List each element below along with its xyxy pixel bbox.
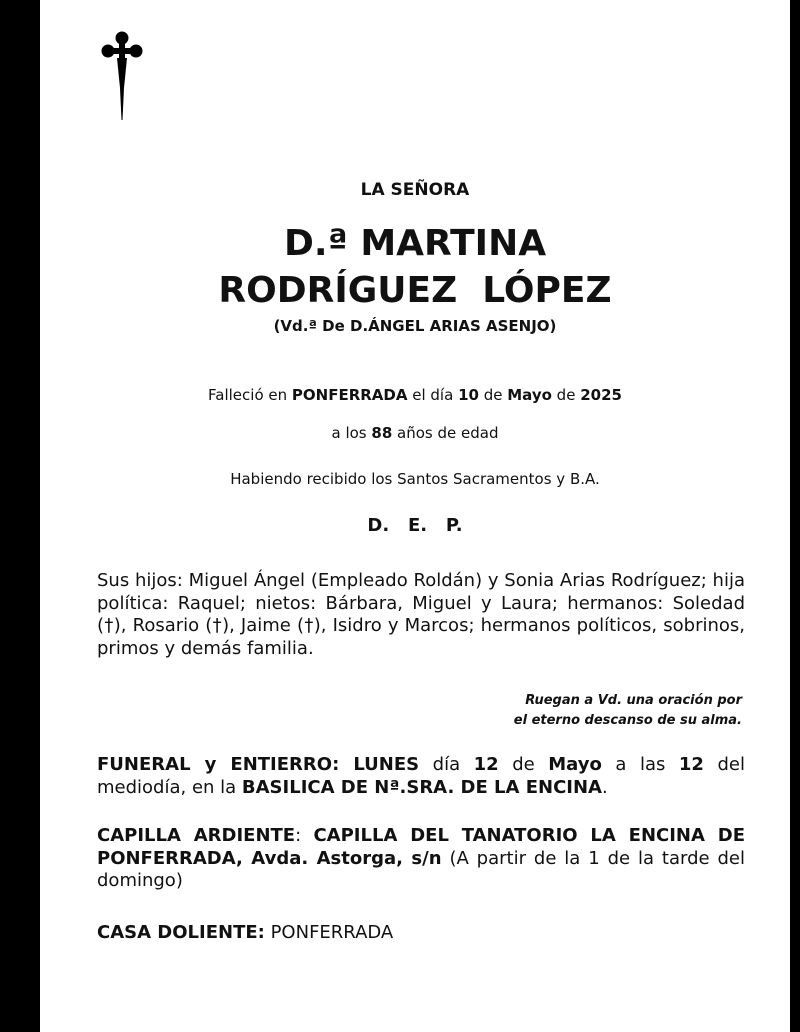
funeral-church: BASILICA DE Nª.SRA. DE LA ENCINA <box>241 776 602 798</box>
chapel-text: (A partir de la 1 de la tarde del domingo) <box>97 847 745 891</box>
funeral-text: del mediodía, en la <box>97 754 745 798</box>
age-years: 88 <box>371 424 393 442</box>
widow-note: (Vd.ª De D.ÁNGEL ARIAS ASENJO) <box>273 317 557 335</box>
funeral-text: . <box>601 776 608 798</box>
title: LA SEÑORA <box>360 180 470 200</box>
death-text: el día <box>407 386 459 404</box>
right-border <box>790 0 800 1032</box>
funeral-paragraph <box>97 754 745 799</box>
death-text: Falleció en <box>208 386 292 404</box>
death-text: de <box>478 386 508 404</box>
home-label: CASA DOLIENTE: <box>97 922 265 943</box>
death-day: 10 <box>458 386 479 404</box>
left-border <box>0 0 40 1032</box>
name-line-2: RODRÍGUEZ LÓPEZ <box>218 270 612 311</box>
death-year: 2025 <box>580 386 622 404</box>
home-paragraph <box>97 922 745 945</box>
funeral-month: Mayo <box>548 754 602 775</box>
prayer-line: el eterno descanso de su alma. <box>513 713 742 728</box>
funeral-text: día <box>419 754 474 775</box>
death-place: PONFERRADA <box>291 386 408 404</box>
chapel-text: : <box>295 825 314 846</box>
death-month: Mayo <box>507 386 552 404</box>
home-value: PONFERRADA <box>264 922 394 943</box>
sacraments-line: Habiendo recibido los Santos Sacramentos y B.A. <box>230 470 600 488</box>
funeral-label: FUNERAL y ENTIERRO: LUNES <box>97 754 420 775</box>
funeral-hour: 12 <box>678 754 704 775</box>
dep-line: D. E. P. <box>367 515 463 536</box>
prayer-line: Ruegan a Vd. una oración por <box>525 693 742 708</box>
prayer-note <box>514 691 742 731</box>
age-text: a los <box>331 424 372 442</box>
funeral-text: de <box>498 754 549 775</box>
cross-icon <box>98 28 146 124</box>
funeral-text: a las <box>601 754 679 775</box>
age-line <box>40 423 790 443</box>
death-line <box>40 385 790 405</box>
funeral-day: 12 <box>473 754 499 775</box>
age-text: años de edad <box>392 424 499 442</box>
chapel-label: CAPILLA ARDIENTE <box>97 825 296 846</box>
name-line-1: D.ª MARTINA <box>283 223 547 264</box>
death-text: de <box>551 386 581 404</box>
family-paragraph: Sus hijos: Miguel Ángel (Empleado Roldán) y Sonia Arias Rodríguez; hija política: Raquel; nietos: Bárbara, Miguel y Laura; hermanos: Soledad (†), Rosario (†), Jaime (†), Isidro y Marcos; hermanos políticos, sobrinos, primos y demás familia. <box>97 570 745 659</box>
chapel-paragraph <box>97 825 745 893</box>
chapel-place: CAPILLA DEL TANATORIO LA ENCINA DE PONFERRADA, Avda. Astorga, s/n <box>97 825 745 869</box>
